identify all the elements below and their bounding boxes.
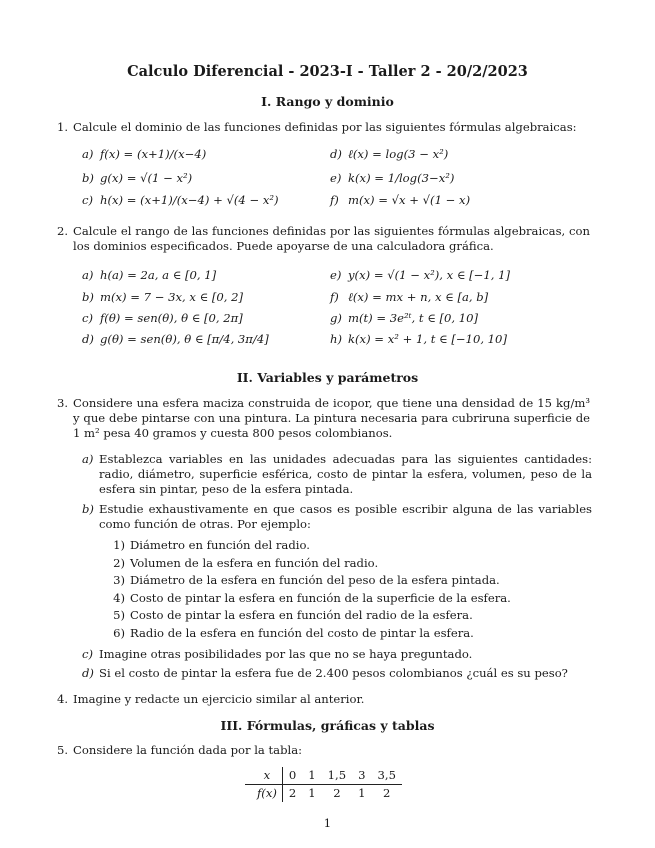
problem-1 [57,120,590,135]
document-title: Calculo Diferencial - 2023-I - Taller 2 - 20/2/2023 [127,63,528,80]
enum-text: Diámetro en función del radio. [130,538,310,552]
table-cell: 3 [358,768,366,782]
enum-item-2 [105,556,378,571]
formula: ℓ(x) = log(3 − x²) [348,147,449,161]
p2-item-b [82,290,243,305]
item-label: e) [330,268,342,282]
part-label: d) [82,666,94,680]
table-cell: 2 [322,785,352,803]
part-label: a) [82,452,94,466]
p3-part-a [82,452,592,497]
table-cell: 1 [302,785,321,803]
section-heading-2: II. Variables y parámetros [236,370,419,385]
problem-number: 3. [57,396,69,410]
table-cell: 2 [282,785,302,803]
problem-2 [57,224,590,254]
item-label: a) [82,147,94,161]
function-table [245,767,402,802]
table-cell: 1 [308,768,316,782]
problem-number: 5. [57,743,69,757]
table-cell: 0 [288,768,297,782]
part-label: c) [82,647,94,661]
formula: m(x) = √x + √(1 − x) [348,193,471,207]
part-text: Imagine otras posibilidades por las que no se haya preguntado. [99,647,473,661]
problem-number: 4. [57,692,69,706]
table-row [245,767,402,785]
enum-number: 2) [113,556,125,570]
p1-item-d [330,147,448,162]
p1-item-e [330,171,454,186]
item-label: c) [82,311,94,325]
problem-number: 1. [57,120,69,134]
p2-item-c [82,311,243,326]
p2-item-g [330,311,478,326]
enum-item-6 [105,626,474,641]
item-label: f) [330,193,339,207]
p1-item-a [82,147,206,162]
item-label: d) [330,147,342,161]
table-cell: 1,5 [327,768,347,782]
item-label: f) [330,290,339,304]
enum-number: 1) [113,538,125,552]
p3-part-b [82,502,592,532]
enum-number: 5) [113,608,125,622]
table-cell: 1 [352,785,371,803]
problem-3 [57,396,590,441]
item-label: b) [82,171,94,185]
problem-text: Considere una esfera maciza construida de icopor, que tiene una densidad de 15 kg/m³ y que debe pintarse con una pintura. La pintura necesaria para cubriruna superficie de 1 m² pesa 40 gramos y cuesta 800 pesos colombianos. [73,396,590,440]
part-text: Si el costo de pintar la esfera fue de 2.400 pesos colombianos ¿cuál es su peso? [99,666,568,680]
enum-text: Costo de pintar la esfera en función de la superficie de la esfera. [130,591,511,605]
problem-4 [57,692,590,707]
p1-item-f [330,193,470,208]
p2-item-h [330,332,507,347]
item-label: h) [330,332,342,346]
page-number: 1 [323,816,332,830]
formula: k(x) = x² + 1, t ∈ [−10, 10] [348,332,507,346]
enum-item-1 [105,538,310,553]
formula: m(x) = 7 − 3x, x ∈ [0, 2] [100,290,244,304]
p2-item-d [82,332,269,347]
formula: ℓ(x) = mx + n, x ∈ [a, b] [348,290,489,304]
table-header-cell: x [245,767,282,785]
table-header-cell: f(x) [245,785,282,803]
enum-item-3 [105,573,500,588]
item-label: g) [330,311,342,325]
problem-text: Calcule el rango de las funciones definidas por las siguientes fórmulas algebraicas, con los dominios especificados. Puede apoyarse de una calculadora gráfica. [73,224,590,253]
table-cell: 2 [372,785,402,803]
part-text: Estudie exhaustivamente en que casos es posible escribir alguna de las variables como función de otras. Por ejemplo: [99,502,592,531]
part-label: b) [82,502,94,516]
enum-number: 6) [113,626,125,640]
enum-item-5 [105,608,473,623]
p2-item-e [330,268,510,283]
p1-item-c [82,193,279,208]
problem-text: Calcule el dominio de las funciones definidas por las siguientes fórmulas algebraicas: [73,120,577,134]
p1-item-b [82,171,192,186]
formula: m(t) = 3e²ᵗ, t ∈ [0, 10] [348,311,479,325]
problem-text: Imagine y redacte un ejercicio similar al anterior. [73,692,365,706]
table-row [245,785,402,803]
item-label: c) [82,193,94,207]
formula: f(x) = (x+1)/(x−4) [100,147,207,161]
item-label: a) [82,268,94,282]
table-cell: 3,5 [377,768,396,782]
p3-part-c [82,647,592,662]
item-label: b) [82,290,94,304]
enum-number: 4) [113,591,125,605]
problem-number: 2. [57,224,69,238]
formula: g(θ) = sen(θ), θ ∈ [π/4, 3π/4] [100,332,269,346]
formula: k(x) = 1/log(3−x²) [348,171,455,185]
item-label: e) [330,171,342,185]
p2-item-a [82,268,216,283]
enum-text: Volumen de la esfera en función del radio. [130,556,379,570]
problem-text: Considere la función dada por la tabla: [73,743,303,757]
enum-text: Radio de la esfera en función del costo de pintar la esfera. [130,626,474,640]
formula: y(x) = √(1 − x²), x ∈ [−1, 1] [348,268,511,282]
enum-item-4 [105,591,511,606]
enum-text: Diámetro de la esfera en función del peso de la esfera pintada. [130,573,500,587]
p2-item-f [330,290,488,305]
enum-number: 3) [113,573,125,587]
problem-5 [57,743,590,758]
formula: h(x) = (x+1)/(x−4) + √(4 − x²) [100,193,279,207]
p3-part-d [82,666,592,681]
formula: f(θ) = sen(θ), θ ∈ [0, 2π] [100,311,243,325]
section-heading-1: I. Rango y dominio [261,94,394,109]
item-label: d) [82,332,94,346]
section-heading-3: III. Fórmulas, gráficas y tablas [220,718,435,733]
enum-text: Costo de pintar la esfera en función del radio de la esfera. [130,608,473,622]
formula: h(a) = 2a, a ∈ [0, 1] [100,268,217,282]
formula: g(x) = √(1 − x²) [100,171,193,185]
part-text: Establezca variables en las unidades adecuadas para las siguientes cantidades: radio, diámetro, superficie esférica, costo de pintar la esfera, volumen, peso de la esfera sin pintar, peso de la esfera pintada. [99,452,592,496]
